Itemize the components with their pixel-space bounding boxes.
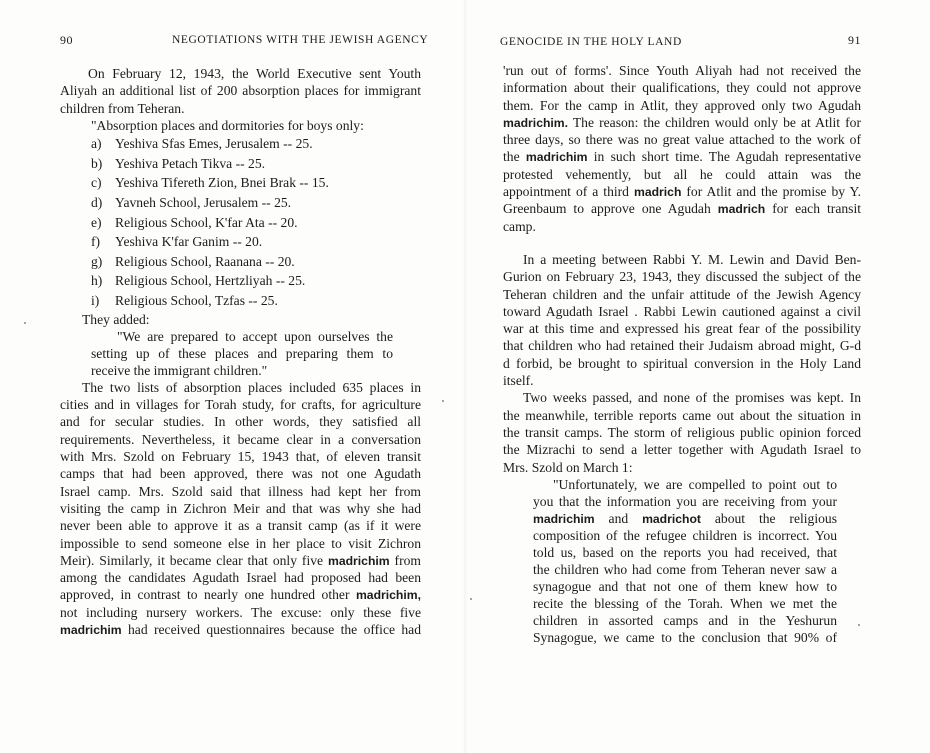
list-item: i) Religious School, Tzfas -- 25. xyxy=(91,292,278,308)
running-head-left: NEGOTIATIONS WITH THE JEWISH AGENCY xyxy=(172,34,429,46)
page-number-right: 91 xyxy=(848,33,861,47)
left-body-text xyxy=(60,65,421,638)
quote-line: "We are prepared to accept upon ourselves the xyxy=(117,328,393,344)
block-quote-left xyxy=(91,328,393,379)
text-line: Mrs. Szold on March 1: xyxy=(503,459,633,475)
text-line: toward Agudath Israel . Rabbi Lewin cautioned against a civil xyxy=(503,303,861,319)
text-line: the meanwhile, terrible reports came out about the situation in xyxy=(503,407,861,423)
quote-line: children in assorted camps and in the Yeshurun xyxy=(533,612,837,628)
text-line: The two lists of absorption places included 635 places in xyxy=(82,379,421,395)
text-line: the Mizrachi to send a letter together with Agudath Israel to xyxy=(503,442,861,458)
quote-line: recite the blessing of the Torah. When we met the xyxy=(533,595,837,611)
text-line: appointment of a third madrich for Atlit and the promise by Y. xyxy=(503,184,861,200)
emphasis-term: madrichim xyxy=(60,622,122,637)
quote-line: you that the information you are receiving from your xyxy=(533,493,837,509)
quote-line: setting up of these places and preparing them to xyxy=(91,345,393,361)
text-line: cities and in villages for Torah study, for crafts, for agriculture xyxy=(60,397,421,413)
text-line: In a meeting between Rabbi Y. M. Lewin and David Ben- xyxy=(523,251,861,267)
text-line: Gurion on February 23, 1943, they discussed the subject of the xyxy=(503,269,861,285)
text-line: the transit camps. The storm of religious public opinion forced xyxy=(503,424,861,440)
quote-line: Synagogue, we came to the conclusion that 90% of xyxy=(533,629,837,645)
text-line: them. For the camp in Atlit, they approved only two Agudah xyxy=(503,97,861,113)
text-line: with Mrs. Szold on February 15, 1943 that, of eleven transit xyxy=(60,449,421,465)
text-line: camps that had been approved, there was not one Agudath xyxy=(60,466,421,482)
absorption-list xyxy=(60,134,421,310)
quote-line: synagogue and that not one of them knew how to xyxy=(533,578,837,594)
text-line: three days, so there was no great value attached to the work of xyxy=(503,132,861,148)
quote-line: receive the immigrant children." xyxy=(91,362,268,378)
list-item: h) Religious School, Hertzliyah -- 25. xyxy=(91,273,306,289)
text-line: visiting the camp in Zichron Meir and that was why she had xyxy=(60,500,421,516)
they-added-line: They added: xyxy=(82,311,150,327)
emphasis-term: madrichim xyxy=(525,150,588,165)
emphasis-term: madrich xyxy=(633,185,682,200)
scan-speck xyxy=(24,322,26,324)
list-item: b) Yeshiva Petach Tikva -- 25. xyxy=(91,155,266,171)
quote-line: "Unfortunately, we are compelled to point out to xyxy=(553,476,837,492)
emphasis-term: madrich xyxy=(717,202,766,217)
list-heading: "Absorption places and dormitories for boys only: xyxy=(91,117,364,133)
scan-speck xyxy=(470,598,472,600)
text-line: among the candidates Agudath Israel had proposed had been xyxy=(60,570,421,586)
text-line: the madrichim in such short time. The Agudah representative xyxy=(503,149,861,165)
list-item: c) Yeshiva Tifereth Zion, Bnei Brak -- 15. xyxy=(91,175,329,191)
text-line: camp. xyxy=(503,218,536,234)
text-line: that children who had retained their Judaism abroad might, G-d xyxy=(503,338,861,354)
text-line: On February 12, 1943, the World Executive sent Youth xyxy=(88,66,421,81)
text-line: Teheran children and the unfair attitude of the Jewish Agency xyxy=(503,286,861,302)
quote-line: composition of the refugee children is incorrect. You xyxy=(533,527,837,543)
list-item: f) Yeshiva K'far Ganim -- 20. xyxy=(91,234,263,250)
text-line: not including nursery workers. The excuse: only these five xyxy=(60,604,421,620)
text-line: protested vehemently, but all he could attain was the xyxy=(503,166,861,182)
list-item: e) Religious School, K'far Ata -- 20. xyxy=(91,214,298,230)
text-line: war at this time and expressed his great fear of the possibility xyxy=(503,321,861,337)
scan-speck xyxy=(442,400,444,402)
text-line: information about their qualifications, they could not approve xyxy=(503,80,861,96)
quote-line: told us, based on the reports you had received, that xyxy=(533,544,837,560)
right-body-text xyxy=(503,62,861,646)
text-line: children from Teheran. xyxy=(60,100,185,116)
list-item: d) Yavneh School, Jerusalem -- 25. xyxy=(91,194,292,210)
text-line: Israel camp. Mrs. Szold said that illness had kept her from xyxy=(60,483,421,499)
emphasis-term: madrichim. xyxy=(503,115,569,130)
running-head-right: GENOCIDE IN THE HOLY LAND xyxy=(500,36,682,48)
text-line: requirements. Nevertheless, it became clear in a conversation xyxy=(60,431,421,447)
text-line: impossible to send someone else in her place to visit Zichron xyxy=(60,535,421,551)
list-item: g) Religious School, Raanana -- 20. xyxy=(91,253,295,269)
quote-line: madrichim and madrichot about the religious xyxy=(533,510,837,526)
text-line: and for secular studies. In other words, they satisfied all xyxy=(60,414,421,430)
scan-speck xyxy=(858,624,860,626)
text-line: Greenbaum to approve one Agudah madrich for each transit xyxy=(503,201,861,217)
text-line: never been able to approve it as a transit camp (as if it were xyxy=(60,518,421,534)
emphasis-term: madrichot xyxy=(642,511,701,526)
quote-line: the children who had come from Teheran never saw a xyxy=(533,561,837,577)
text-line: madrichim had received questionnaires because the office had xyxy=(60,621,421,637)
text-line: madrichim. The reason: the children would only be at Atlit for xyxy=(503,114,861,130)
text-line: 'run out of forms'. Since Youth Aliyah had not received the xyxy=(503,63,861,78)
emphasis-term: madrichim xyxy=(327,553,390,568)
emphasis-term: madrichim, xyxy=(355,588,421,603)
page-number-left: 90 xyxy=(60,33,73,47)
block-quote-right xyxy=(533,476,837,646)
text-line: Aliyah an additional list of 200 absorption places for immigrant xyxy=(60,83,421,99)
list-item: a) Yeshiva Sfas Emes, Jerusalem -- 25. xyxy=(91,136,313,152)
text-line: Two weeks passed, and none of the promises was kept. In xyxy=(523,390,861,406)
text-line: Meir). Similarly, it became clear that only five madrichim from xyxy=(60,552,421,568)
emphasis-term: madrichim xyxy=(533,511,595,526)
text-line: approved, in contrast to nearly one hundred other madrichim, xyxy=(60,587,421,603)
text-line: d forbid, be brought to spiritual conversion in the Holy Land xyxy=(503,355,861,371)
text-line: itself. xyxy=(503,373,534,389)
